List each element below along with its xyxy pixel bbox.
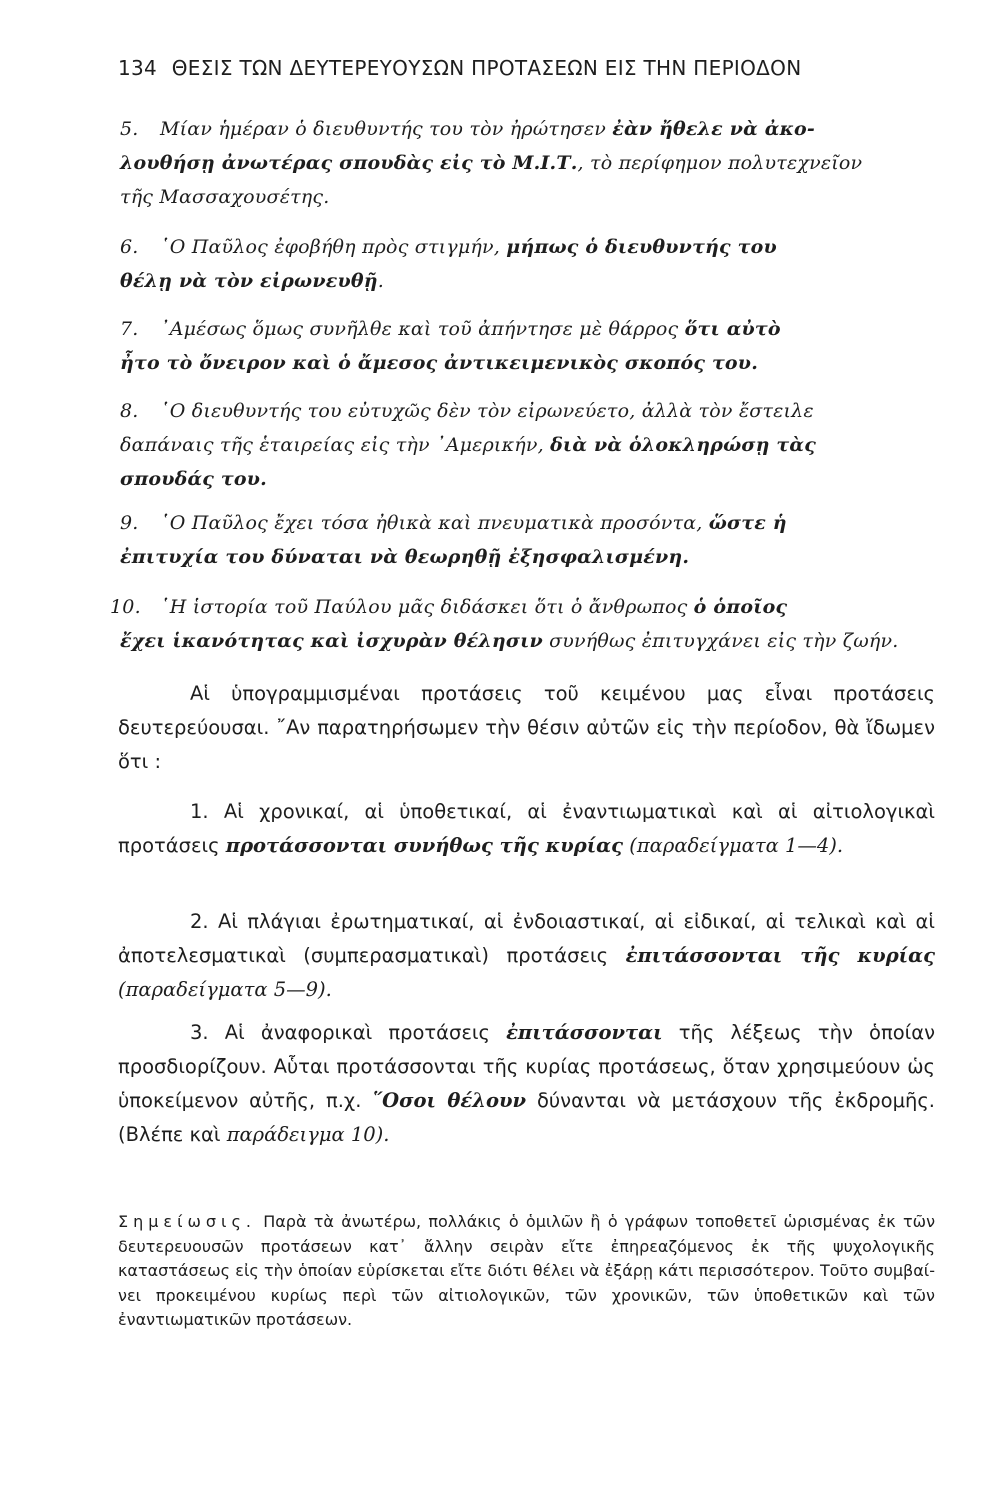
example-number: 9.: [120, 512, 139, 534]
example-number: 5.: [120, 118, 139, 140]
underlined-clause: ἐὰν ἤθελε νὰ ἀκο-: [612, 118, 815, 140]
underlined-clause: ὅτι αὐτὸ: [684, 318, 781, 340]
example-number: 7.: [120, 318, 139, 340]
example-line: [120, 146, 935, 180]
plain-text: .: [377, 270, 384, 292]
example-line: [160, 394, 935, 428]
example-number: 10.: [110, 596, 141, 618]
rule-reference: παράδειγμα 10).: [226, 1123, 390, 1146]
example-number: 8.: [120, 400, 139, 422]
example-line: [160, 312, 935, 346]
intro-paragraph: [118, 677, 935, 779]
intro-text: Αἱ ὑπογραμμισμέναι προτάσεις τοῦ κειμένου μας εἶναι προτάσεις δευτερεύουσαι. ῎Αν παρατηρήσωμεν τὴν θέσιν αὐτῶν εἰς τὴν περίοδον, θὰ ἴδωμεν ὅτι :: [118, 682, 935, 773]
rule-reference: (παραδείγματα 5—9).: [118, 978, 332, 1001]
underlined-clause: ὥστε ἡ: [708, 512, 787, 534]
page-number: 134: [118, 56, 158, 80]
rule-text: τῆς λέξεως τὴν ὁποίαν προσδιορίζουν. Αὗται προτάσσονται τῆς κυρίας προτάσεως, ὅταν χρησιμεύουν ὡς ὑποκείμενον αὐτῆς, π.χ.: [118, 1021, 935, 1112]
underlined-clause: ἦτο τὸ ὄνειρον καὶ ὁ ἄμεσος ἀντικειμενικὸς σκοπός του.: [120, 352, 759, 374]
example-line: [120, 264, 935, 298]
rule-reference: (παραδείγματα 1—4).: [623, 834, 844, 857]
example-line: [120, 540, 935, 574]
rule-text: 3. Αἱ ἀναφορικαὶ προτάσεις: [190, 1021, 507, 1044]
running-header: [118, 56, 801, 80]
example-line: [120, 462, 935, 496]
rule-emphasis: ῞Οσοι θέλουν: [372, 1089, 527, 1112]
rule-text: 1. Αἱ χρονικαί, αἱ ὑποθετικαί, αἱ ἐναντιωματικαὶ καὶ αἱ αἰτιολογικαὶ προτάσεις: [118, 800, 935, 857]
example-line: [120, 624, 935, 658]
example-9: [120, 506, 935, 574]
example-line: [120, 346, 935, 380]
rule-text: δύνανται νὰ μετάσχουν τῆς ἐκδρομῆς. (Βλέπε καὶ: [118, 1089, 935, 1146]
rule-text: 2. Αἱ πλάγιαι ἐρωτηματικαί, αἱ ἐνδοιαστικαί, αἱ εἰδικαί, αἱ τελικαὶ καὶ αἱ ἀποτελεσματικαὶ (συμπερασματικαὶ) προτάσεις: [118, 910, 935, 967]
example-line: [160, 506, 935, 540]
plain-text: ᾿Αμέσως ὅμως συνῆλθε καὶ τοῦ ἀπήντησε μὲ θάρρος: [160, 318, 685, 340]
rule-emphasis: ἐπιτάσσονται: [506, 1021, 663, 1044]
footnote-remark: [118, 1210, 935, 1333]
example-line: [160, 590, 935, 624]
running-title: ΘΕΣΙΣ ΤΩΝ ΔΕΥΤΕΡΕΥΟΥΣΩΝ ΠΡΟΤΑΣΕΩΝ ΕΙΣ ΤΗΝ ΠΕΡΙΟΔΟΝ: [171, 56, 802, 80]
example-7: [120, 312, 935, 380]
underlined-clause: ἐπιτυχία του δύναται νὰ θεωρηθῇ ἐξησφαλισμένη.: [120, 546, 690, 568]
example-6: [120, 230, 935, 298]
example-line: [160, 230, 935, 264]
example-10: [110, 590, 935, 658]
underlined-clause: θέλῃ νὰ τὸν εἰρωνευθῇ: [120, 270, 378, 292]
example-8: [120, 394, 935, 496]
example-number: 6.: [120, 236, 139, 258]
underlined-clause: λουθήσῃ ἀνωτέρας σπουδὰς εἰς τὸ Μ.Ι.Τ.: [120, 152, 578, 174]
plain-text: , τὸ περίφημον πολυτεχνεῖον: [577, 152, 863, 174]
plain-text: ῾Η ἱστορία τοῦ Παύλου μᾶς διδάσκει ὅτι ὁ ἄνθρωπος: [160, 596, 694, 618]
plain-text: ῾Ο Παῦλος ἐφοβήθη πρὸς στιγμήν,: [160, 236, 507, 258]
note-label: Σημείωσις.: [118, 1212, 256, 1231]
plain-text: Μίαν ἡμέραν ὁ διευθυντής του τὸν ἠρώτησεν: [160, 118, 613, 140]
example-line: [120, 428, 935, 462]
underlined-clause: μήπως ὁ διευθυντής του: [506, 236, 777, 258]
plain-text: συνήθως ἐπιτυγχάνει εἰς τὴν ζωήν.: [542, 630, 899, 652]
plain-text: ῾Ο διευθυντής του εὐτυχῶς δὲν τὸν εἰρωνεύετο, ἀλλὰ τὸν ἔστειλε: [160, 400, 814, 422]
rule-2: [118, 905, 935, 1007]
rule-3: [118, 1016, 935, 1152]
rule-emphasis: προτάσσονται συνήθως τῆς κυρίας: [225, 834, 624, 857]
example-line: [120, 180, 935, 214]
rule-emphasis: ἐπιτάσσονται τῆς κυρίας: [625, 944, 935, 967]
example-5: [120, 112, 935, 214]
example-line: [160, 112, 935, 146]
underlined-clause: σπουδάς του.: [120, 468, 267, 490]
underlined-clause: διὰ νὰ ὁλοκληρώσῃ τὰς: [550, 434, 816, 456]
plain-text: ῾Ο Παῦλος ἔχει τόσα ἠθικὰ καὶ πνευματικὰ προσόντα,: [160, 512, 709, 534]
underlined-clause: ὁ ὁποῖος: [693, 596, 788, 618]
plain-text: τῆς Μασσαχουσέτης.: [120, 186, 330, 208]
underlined-clause: ἔχει ἱκανότητας καὶ ἰσχυρὰν θέλησιν: [120, 630, 543, 652]
rule-1: [118, 795, 935, 863]
note-text: Παρὰ τὰ ἀνωτέρω, πολλάκις ὁ ὁμιλῶν ἢ ὁ γράφων τοποθετεῖ ὡρισμένας ἐκ τῶν δευτερευουσῶν προτάσεων κατ᾿ ἄλλην σειρὰν εἴτε ἐπηρεαζόμενος ἐκ τῆς ψυχολογικῆς καταστάσεως εἰς τὴν ὁποίαν εὑρίσκεται εἴτε διότι θέλει νὰ ἐξάρῃ κάτι περισσότερον. Τοῦτο συμβαίνει προκειμένου κυρίως περὶ τῶν αἰτιολογικῶν, τῶν χρονικῶν, τῶν ὑποθετικῶν καὶ τῶν ἐναντιωματικῶν προτάσεων.: [118, 1212, 935, 1329]
plain-text: δαπάναις τῆς ἑταιρείας εἰς τὴν ᾿Αμερικήν,: [120, 434, 551, 456]
